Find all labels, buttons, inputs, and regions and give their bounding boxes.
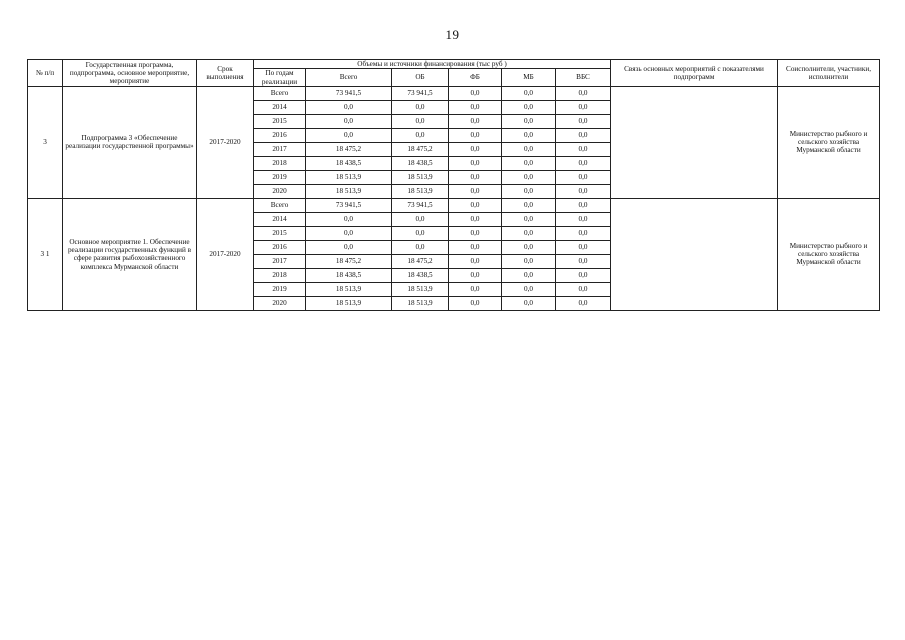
cell-total: 18 438,5 [306, 268, 392, 282]
header-program: Государственная программа, подпрограмма, основное мероприятие, мероприятие [63, 60, 197, 87]
cell-total: 0,0 [306, 128, 392, 142]
table-body [28, 86, 880, 310]
cell-total: 18 475,2 [306, 142, 392, 156]
cell-total: 18 513,9 [306, 296, 392, 310]
indicator-link [611, 198, 778, 310]
header-vbs: ВБС [556, 69, 611, 87]
cell-ob: 18 475,2 [392, 254, 449, 268]
header-mb: МБ [502, 69, 556, 87]
measure-name: Подпрограмма 3 «Обеспечение реализации государственной программы» [63, 86, 197, 198]
cell-year: 2020 [254, 184, 306, 198]
cell-year: Всего [254, 86, 306, 100]
cell-ob: 0,0 [392, 226, 449, 240]
row-number: 3 1 [28, 198, 63, 310]
header-by-years: По годам реализации [254, 69, 306, 87]
cell-fb: 0,0 [449, 128, 502, 142]
cell-ob: 18 513,9 [392, 296, 449, 310]
cell-ob: 0,0 [392, 114, 449, 128]
cell-total: 18 438,5 [306, 156, 392, 170]
cell-year: 2019 [254, 170, 306, 184]
cell-fb: 0,0 [449, 254, 502, 268]
executor: Министерство рыбного и сельского хозяйства Мурманской области [778, 86, 880, 198]
cell-vbs: 0,0 [556, 226, 611, 240]
cell-mb: 0,0 [502, 142, 556, 156]
cell-mb: 0,0 [502, 156, 556, 170]
cell-fb: 0,0 [449, 86, 502, 100]
cell-fb: 0,0 [449, 142, 502, 156]
indicator-link [611, 86, 778, 198]
executor: Министерство рыбного и сельского хозяйства Мурманской области [778, 198, 880, 310]
measure-name: Основное мероприятие 1. Обеспечение реализации государственных функций в сфере развития рыбохозяйственного комплекса Мурманской области [63, 198, 197, 310]
cell-ob: 0,0 [392, 240, 449, 254]
cell-mb: 0,0 [502, 282, 556, 296]
cell-ob: 18 475,2 [392, 142, 449, 156]
cell-mb: 0,0 [502, 296, 556, 310]
table-row [28, 198, 880, 212]
cell-vbs: 0,0 [556, 156, 611, 170]
cell-mb: 0,0 [502, 170, 556, 184]
cell-total: 0,0 [306, 114, 392, 128]
cell-fb: 0,0 [449, 198, 502, 212]
cell-year: 2018 [254, 268, 306, 282]
cell-ob: 18 513,9 [392, 184, 449, 198]
cell-fb: 0,0 [449, 282, 502, 296]
execution-term: 2017-2020 [197, 86, 254, 198]
cell-vbs: 0,0 [556, 212, 611, 226]
cell-total: 18 513,9 [306, 184, 392, 198]
cell-ob: 73 941,5 [392, 198, 449, 212]
table-header-row [28, 60, 880, 69]
cell-year: 2019 [254, 282, 306, 296]
cell-mb: 0,0 [502, 100, 556, 114]
cell-year: 2014 [254, 212, 306, 226]
row-number: 3 [28, 86, 63, 198]
cell-vbs: 0,0 [556, 114, 611, 128]
cell-fb: 0,0 [449, 240, 502, 254]
header-fb: ФБ [449, 69, 502, 87]
cell-mb: 0,0 [502, 240, 556, 254]
cell-total: 73 941,5 [306, 198, 392, 212]
cell-mb: 0,0 [502, 86, 556, 100]
cell-ob: 0,0 [392, 100, 449, 114]
cell-total: 73 941,5 [306, 86, 392, 100]
table-row [28, 86, 880, 100]
cell-mb: 0,0 [502, 184, 556, 198]
header-term: Срок выполнения [197, 60, 254, 87]
cell-year: 2015 [254, 226, 306, 240]
cell-mb: 0,0 [502, 114, 556, 128]
cell-year: 2016 [254, 240, 306, 254]
header-total: Всего [306, 69, 392, 87]
cell-mb: 0,0 [502, 212, 556, 226]
cell-total: 0,0 [306, 226, 392, 240]
cell-total: 18 513,9 [306, 170, 392, 184]
cell-mb: 0,0 [502, 226, 556, 240]
cell-mb: 0,0 [502, 198, 556, 212]
cell-year: 2014 [254, 100, 306, 114]
cell-ob: 18 438,5 [392, 156, 449, 170]
cell-vbs: 0,0 [556, 198, 611, 212]
header-link: Связь основных мероприятий с показателями подпрограмм [611, 60, 778, 87]
page-number: 19 [445, 27, 460, 42]
cell-mb: 0,0 [502, 128, 556, 142]
cell-total: 0,0 [306, 212, 392, 226]
cell-vbs: 0,0 [556, 86, 611, 100]
cell-total: 0,0 [306, 240, 392, 254]
cell-vbs: 0,0 [556, 268, 611, 282]
cell-year: Всего [254, 198, 306, 212]
cell-year: 2018 [254, 156, 306, 170]
cell-vbs: 0,0 [556, 296, 611, 310]
cell-mb: 0,0 [502, 268, 556, 282]
header-executors: Соисполнители, участники, исполнители [778, 60, 880, 87]
cell-fb: 0,0 [449, 226, 502, 240]
cell-vbs: 0,0 [556, 128, 611, 142]
cell-vbs: 0,0 [556, 282, 611, 296]
cell-fb: 0,0 [449, 156, 502, 170]
cell-vbs: 0,0 [556, 254, 611, 268]
cell-mb: 0,0 [502, 254, 556, 268]
cell-year: 2015 [254, 114, 306, 128]
cell-total: 18 475,2 [306, 254, 392, 268]
cell-fb: 0,0 [449, 268, 502, 282]
cell-fb: 0,0 [449, 212, 502, 226]
cell-ob: 0,0 [392, 128, 449, 142]
cell-year: 2016 [254, 128, 306, 142]
cell-ob: 18 513,9 [392, 282, 449, 296]
cell-ob: 73 941,5 [392, 86, 449, 100]
cell-ob: 18 513,9 [392, 170, 449, 184]
cell-ob: 0,0 [392, 212, 449, 226]
cell-year: 2017 [254, 142, 306, 156]
cell-ob: 18 438,5 [392, 268, 449, 282]
cell-vbs: 0,0 [556, 100, 611, 114]
cell-year: 2017 [254, 254, 306, 268]
header-ob: ОБ [392, 69, 449, 87]
cell-year: 2020 [254, 296, 306, 310]
cell-total: 18 513,9 [306, 282, 392, 296]
cell-vbs: 0,0 [556, 142, 611, 156]
cell-fb: 0,0 [449, 170, 502, 184]
header-num: № п/п [28, 60, 63, 87]
cell-fb: 0,0 [449, 184, 502, 198]
cell-fb: 0,0 [449, 100, 502, 114]
execution-term: 2017-2020 [197, 198, 254, 310]
cell-vbs: 0,0 [556, 170, 611, 184]
funding-table [27, 59, 880, 311]
cell-vbs: 0,0 [556, 184, 611, 198]
cell-fb: 0,0 [449, 114, 502, 128]
header-funding: Объемы и источники финансирования (тыс руб ) [254, 60, 611, 69]
cell-total: 0,0 [306, 100, 392, 114]
cell-vbs: 0,0 [556, 240, 611, 254]
cell-fb: 0,0 [449, 296, 502, 310]
